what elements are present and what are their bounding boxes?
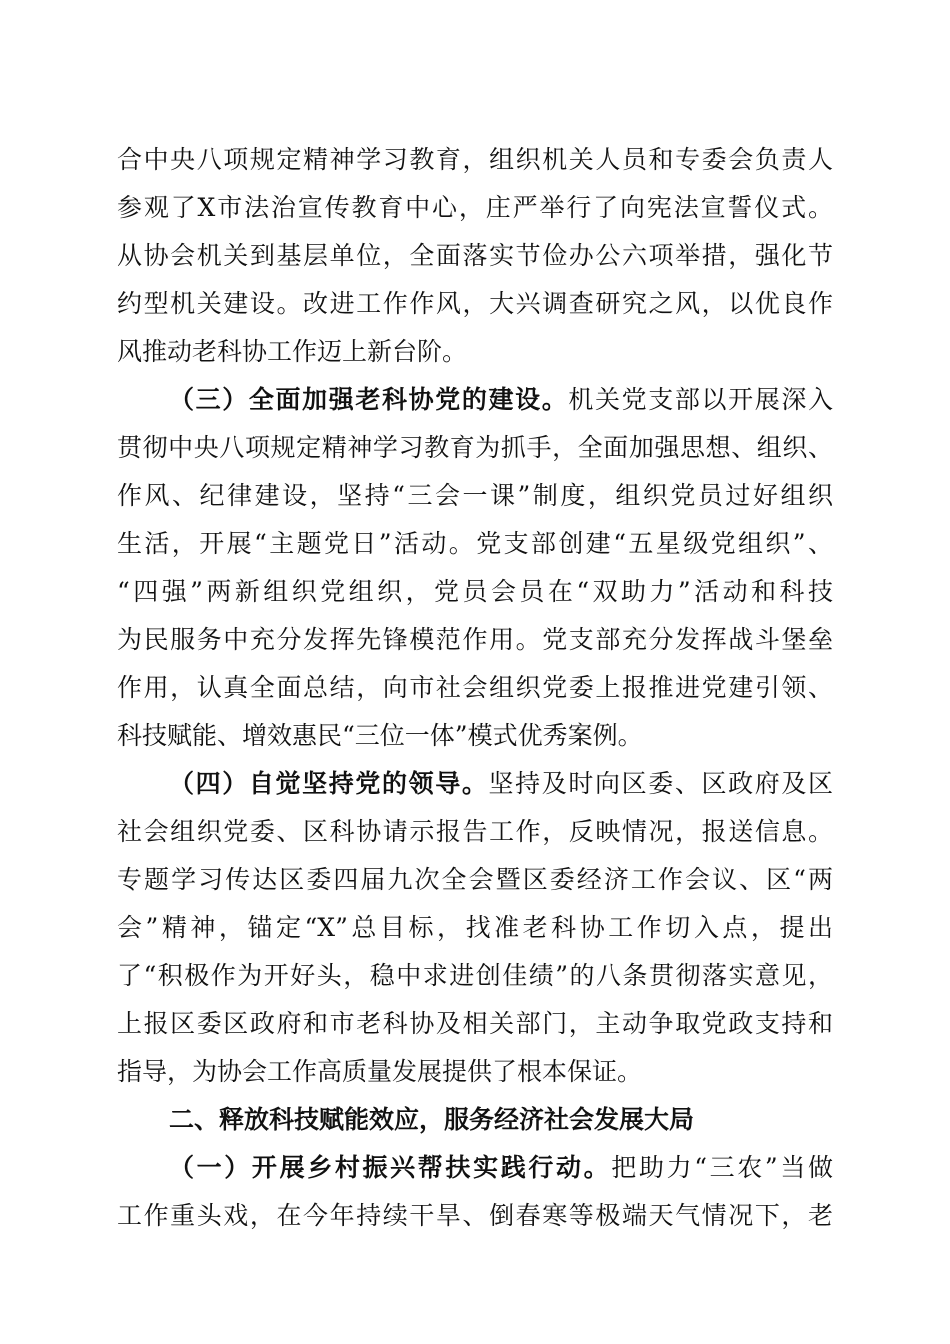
text-line: 为民服务中充分发挥先锋模范作用。党支部充分发挥战斗堡垒 [117, 625, 833, 654]
text-line: 了“积极作为开好头，稳中求进创佳绩”的八条贯彻落实意见， [117, 961, 833, 990]
text-line: 生活，开展“主题党日”活动。党支部创建“五星级党组织”、 [117, 529, 833, 558]
text-line: 工作重头戏，在今年持续干旱、倒春寒等极端天气情况下，老 [117, 1201, 833, 1230]
text-line: 风推动老科协工作迈上新台阶。 [117, 337, 468, 366]
text-line: “四强”两新组织党组织，党员会员在“双助力”活动和科技 [117, 577, 833, 606]
text-line: 会”精神，锚定“X”总目标，找准老科协工作切入点，提出 [117, 913, 833, 942]
paragraph-5-first-line [169, 1146, 833, 1190]
text-line: 作风、纪律建设，坚持“三会一课”制度，组织党员过好组织 [117, 481, 833, 510]
text-line: 贯彻中央八项规定精神学习教育为抓手，全面加强思想、组织、 [117, 433, 833, 462]
text-line: 从协会机关到基层单位，全面落实节俭办公六项举措，强化节 [117, 241, 833, 270]
paragraph-5-lead: （一）开展乡村振兴帮扶实践行动。 [169, 1153, 612, 1182]
paragraph-4-lead: （四）自觉坚持党的领导。 [169, 769, 489, 798]
text-line: 科技赋能、增效惠民“三位一体”模式优秀案例。 [117, 721, 643, 750]
paragraph-5-first: 把助力“三农”当做 [611, 1153, 833, 1182]
text-line: 作用，认真全面总结，向市社会组织党委上报推进党建引领、 [117, 673, 833, 702]
paragraph-4-first-line [169, 762, 833, 806]
text-line: 合中央八项规定精神学习教育，组织机关人员和专委会负责人 [117, 145, 833, 174]
section-heading: 二、释放科技赋能效应，服务经济社会发展大局 [169, 1105, 695, 1134]
text-line: 指导，为协会工作高质量发展提供了根本保证。 [117, 1057, 643, 1086]
paragraph-3-first-line [169, 378, 833, 422]
text-line: 约型机关建设。改进工作作风，大兴调查研究之风，以优良作 [117, 289, 833, 318]
text-line: 上报区委区政府和市老科协及相关部门，主动争取党政支持和 [117, 1009, 833, 1038]
paragraph-3-first: 机关党支部以开展深入 [568, 385, 833, 414]
text-line: 专题学习传达区委四届九次全会暨区委经济工作会议、区“两 [117, 865, 833, 894]
text-line: 社会组织党委、区科协请示报告工作，反映情况，报送信息。 [117, 817, 833, 846]
text-line: 参观了X市法治宣传教育中心，庄严举行了向宪法宣誓仪式。 [117, 193, 833, 222]
paragraph-3-lead: （三）全面加强老科协党的建设。 [169, 385, 569, 414]
paragraph-4-first: 坚持及时向区委、区政府及区 [488, 769, 833, 798]
